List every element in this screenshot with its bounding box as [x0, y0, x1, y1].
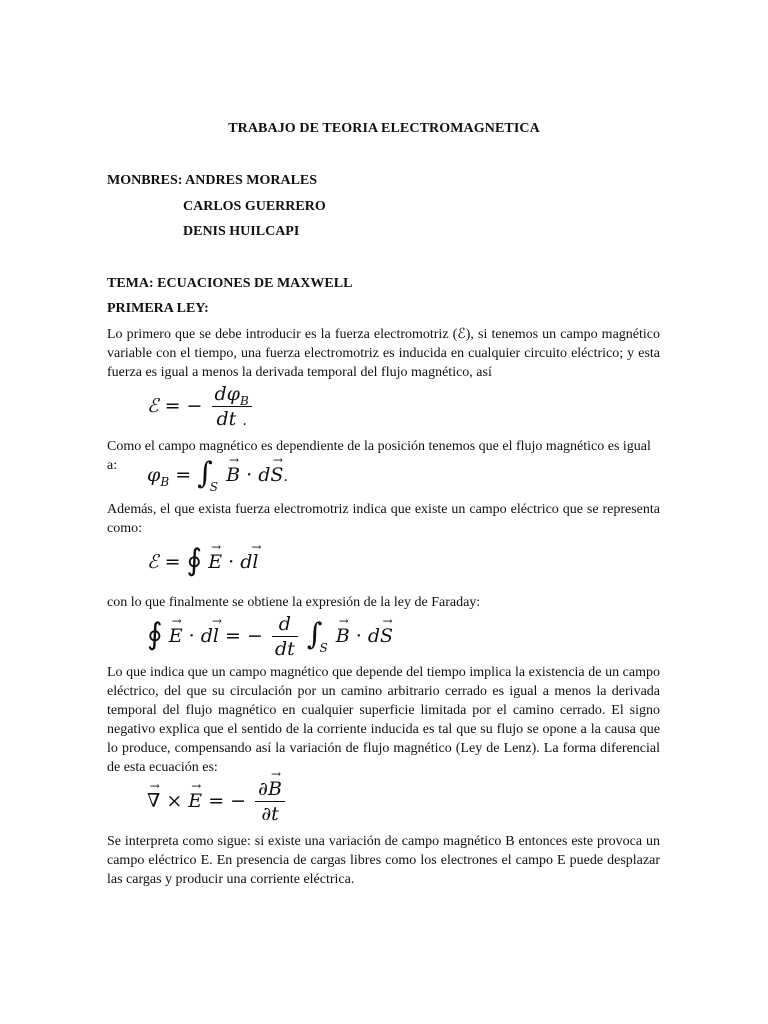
eq5-vector-e: → E: [188, 792, 202, 811]
document-title: TRABAJO DE TEORIA ELECTROMAGNETICA: [228, 121, 540, 136]
eq4-vector-s: → S: [380, 627, 393, 646]
eq3-vector-l: → l: [252, 553, 258, 572]
eq4-contour-integral-sign: ∮: [147, 617, 163, 652]
paragraph-6: Se interpreta como sigue: si existe una variación de campo magnético B entonces este provoca un campo eléctrico E. En presencia de cargas libres como los electrones el campo E puede desplazar las cargas y producir una corriente eléctrica.: [107, 834, 660, 887]
eq2-vector-b: → B: [226, 466, 240, 485]
author-name-2: CARLOS GUERRERO: [183, 199, 326, 214]
eq1-emf-symbol: ℰ: [147, 395, 159, 417]
eq3-emf-symbol: ℰ: [147, 551, 159, 573]
eq5-fraction: $\frac{\partial\to B}{\partial t}$: [255, 780, 285, 824]
equation-faraday-differential: → ∇ × → E = − $\frac{\partial\to B}{\partial t}$: [147, 780, 288, 824]
eq4-fraction: $\frac{d}{dt}$: [272, 615, 298, 659]
eq2-phi: φ: [147, 464, 161, 486]
eq4-surface-integral-sign: ∫: [306, 617, 323, 652]
equation-faraday-integral: ∮ → E · d→ l = − $\frac{d}{dt}$ $\int_S \to B \cdot d\to S$: [147, 615, 393, 659]
eq5-nabla: → ∇: [147, 792, 160, 811]
eq1-equals-minus: = −: [164, 395, 203, 417]
paragraph-5: Lo que indica que un campo magnético que depende del tiempo implica la existencia de un campo eléctrico, del que su circulación por un camino arbitrario cerrado es igual a menos la derivada temporal del flujo magnético en cualquier superficie limitada por el camino cerrado. El signo negativo explica que el sentido de la corriente inducida es tal que su flujo se opone a la causa que lo produce, compensando así la variación de flujo magnético (Ley de Lenz). La forma diferencial de esta ecuación es:: [107, 665, 660, 775]
eq1-fraction: [212, 385, 252, 429]
eq4-vector-b: → B: [336, 627, 350, 646]
equation-emf-circulation: ℰ = ∮ → E · d→ l: [147, 548, 258, 578]
names-label: MONBRES: ANDRES MORALES: [107, 173, 318, 188]
paragraph-3: Además, el que exista fuerza electromotriz indica que existe un campo eléctrico que se representa como:: [107, 502, 660, 536]
section-heading: PRIMERA LEY:: [107, 301, 209, 316]
paragraph-1: Lo primero que se debe introducir es la fuerza electromotriz (ℰ), si tenemos un campo magnético variable con el tiempo, una fuerza electromotriz es inducida en cualquier circuito eléctrico; y esta fuerza es igual a menos la derivada temporal del flujo magnético, así: [107, 327, 660, 380]
eq1-denominator: dt .: [216, 408, 247, 430]
eq4-vector-l: → l: [213, 627, 219, 646]
equation-magnetic-flux: $\varphi_B = \int_S \to B \cdot d\to S$.: [147, 461, 288, 491]
topic-heading: TEMA: ECUACIONES DE MAXWELL: [107, 276, 353, 291]
equation-emf-flux-derivative: [147, 385, 255, 429]
paragraph-4: con lo que finalmente se obtiene la expresión de la ley de Faraday:: [107, 595, 481, 610]
eq2-integral-sign: ∫: [197, 456, 213, 491]
eq2-vector-s: → S: [270, 466, 283, 485]
eq1-numerator: $d\varphi_B$: [212, 385, 252, 407]
paragraph-2: Como el campo magnético es dependiente de la posición tenemos que el flujo magnético es igual a:: [107, 439, 651, 473]
eq4-vector-e: → E: [169, 627, 183, 646]
eq3-vector-e: → E: [208, 553, 222, 572]
eq3-contour-integral-sign: ∮: [186, 543, 203, 578]
author-name-3: DENIS HUILCAPI: [183, 224, 300, 239]
eq2-equals: =: [175, 464, 192, 486]
